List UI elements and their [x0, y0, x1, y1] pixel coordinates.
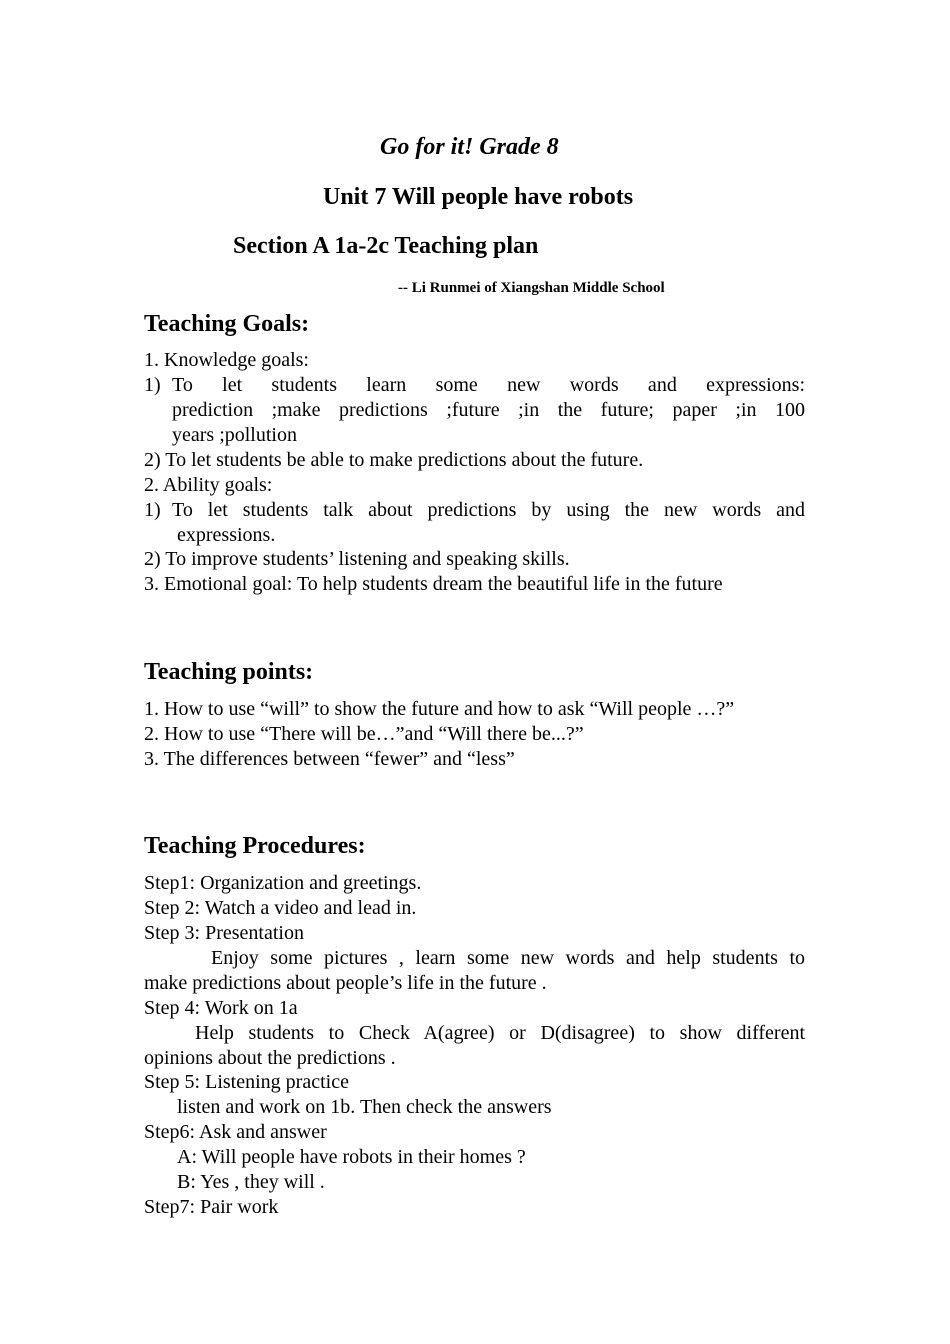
- document-title: Go for it! Grade 8: [380, 134, 559, 160]
- author-line: -- Li Runmei of Xiangshan Middle School: [398, 280, 665, 296]
- goals-heading: Teaching Goals:: [144, 311, 310, 337]
- points-heading: Teaching points:: [144, 659, 314, 685]
- step-3-detail-line-2: make predictions about people’s life in the future .: [144, 972, 547, 994]
- emotional-goal: 3. Emotional goal: To help students dream the beautiful life in the future: [144, 573, 723, 595]
- point-1: 1. How to use “will” to show the future and how to ask “Will people …?”: [144, 698, 735, 720]
- knowledge-item-1-line-3: years ;pollution: [172, 424, 297, 446]
- step-6-question: A: Will people have robots in their homes ?: [177, 1146, 526, 1168]
- ability-item-1-line-2: expressions.: [177, 524, 276, 546]
- knowledge-item-1-line-2: prediction ;make predictions ;future ;in the future; paper ;in 100: [172, 399, 805, 421]
- step-6: Step6: Ask and answer: [144, 1121, 327, 1143]
- ability-item-2: 2) To improve students’ listening and speaking skills.: [144, 548, 570, 570]
- step-4-detail-line-1: Help students to Check A(agree) or D(disagree) to show different: [195, 1022, 805, 1044]
- section-title: Section A 1a-2c Teaching plan: [233, 233, 539, 259]
- knowledge-item-1-number: 1): [144, 374, 161, 396]
- step-6-answer: B: Yes , they will .: [177, 1171, 325, 1193]
- step-3-detail-line-1: Enjoy some pictures , learn some new words and help students to: [211, 947, 805, 969]
- step-2: Step 2: Watch a video and lead in.: [144, 897, 417, 919]
- procedures-heading: Teaching Procedures:: [144, 833, 366, 859]
- step-4-detail-line-2: opinions about the predictions .: [144, 1047, 396, 1069]
- ability-item-1-number: 1): [144, 499, 161, 521]
- knowledge-item-1-line-1: To let students learn some new words and expressions:: [172, 374, 805, 396]
- step-3: Step 3: Presentation: [144, 922, 304, 944]
- knowledge-goals-label: 1. Knowledge goals:: [144, 349, 309, 371]
- ability-item-1-line-1: To let students talk about predictions by using the new words and: [172, 499, 805, 521]
- step-7: Step7: Pair work: [144, 1196, 279, 1218]
- point-3: 3. The differences between “fewer” and “less”: [144, 748, 515, 770]
- knowledge-item-2: 2) To let students be able to make predictions about the future.: [144, 449, 644, 471]
- step-5-detail: listen and work on 1b. Then check the answers: [177, 1096, 552, 1118]
- step-4: Step 4: Work on 1a: [144, 997, 298, 1019]
- step-1: Step1: Organization and greetings.: [144, 872, 422, 894]
- step-5: Step 5: Listening practice: [144, 1071, 349, 1093]
- ability-goals-label: 2. Ability goals:: [144, 474, 273, 496]
- unit-title: Unit 7 Will people have robots: [323, 184, 634, 210]
- point-2: 2. How to use “There will be…”and “Will there be...?”: [144, 723, 584, 745]
